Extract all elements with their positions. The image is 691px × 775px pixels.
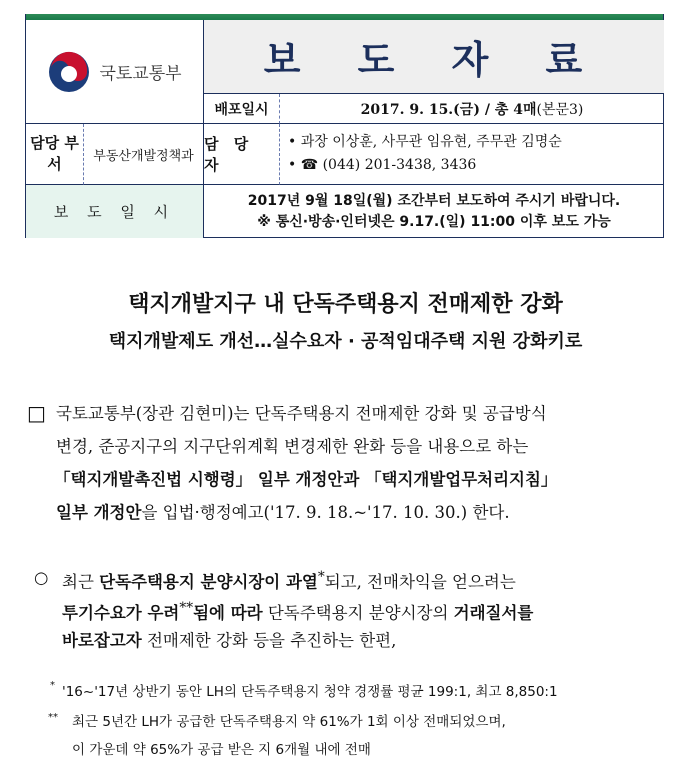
embargo-value <box>204 185 664 238</box>
para2-text: 최근 <box>62 572 100 592</box>
main-title: 택지개발지구 내 단독주택용지 전매제한 강화 <box>128 292 563 317</box>
footnote-mark: ** <box>48 712 58 723</box>
footnote-2-cont: 이 가운데 약 65%가 공급 받은 지 6개월 내에 전매 <box>72 742 371 758</box>
department-label: 담당 부서 <box>26 124 84 185</box>
subtitle: 택지개발제도 개선…실수요자 · 공적임대주택 지원 강화키로 <box>108 331 583 352</box>
page-count-note: (본문3) <box>536 101 584 118</box>
square-bullet-icon: □ <box>27 401 46 425</box>
footnote-mark: * <box>50 680 55 691</box>
para2-text: 전매제한 강화 등을 추진하는 한편, <box>141 631 397 650</box>
distribution-date: 2017. 9. 15.(금) / 총 4매 <box>360 101 537 118</box>
footnote-1: '16~'17년 상반기 동안 LH의 단독주택용지 청약 경쟁률 평균 199:1, 최고 8,850:1 <box>62 684 558 700</box>
distribution-label: 배포일시 <box>204 94 280 124</box>
contact-label: 담 당 자 <box>204 124 280 185</box>
footnote-2: 최근 5년간 LH가 공급한 단독주택용지 약 61%가 1회 이상 전매되었으며, <box>72 714 506 730</box>
embargo-line-2: ※ 통신·방송·인터넷은 9.17.(일) 11:00 이후 보도 가능 <box>257 213 611 230</box>
para2-bold: 됨에 따라 <box>193 603 263 623</box>
para1-text: 을 입법·행정예고('17. 9. 18.~'17. 10. 30.) 한다. <box>141 503 510 522</box>
contact-names: • 과장 이상훈, 사무관 임유현, 주무관 김명순 <box>288 134 562 150</box>
distribution-value <box>280 94 664 124</box>
para1-line: 변경, 준공지구의 지구단위계획 변경제한 완화 등을 내용으로 하는 <box>56 437 529 456</box>
contact-value <box>280 124 664 185</box>
para2-bold: 거래질서를 <box>453 603 534 623</box>
para1-bold: 일부 개정안 <box>56 503 142 522</box>
contact-phone: • ☎ (044) 201-3438, 3436 <box>288 157 477 173</box>
doc-type-title: 보 도 자 료 <box>204 20 664 94</box>
ministry-name: 국토교통부 <box>99 64 182 84</box>
department-value: 부동산개발정책과 <box>84 124 204 185</box>
para2-bold: 바로잡고자 <box>62 631 142 650</box>
embargo-line-1: 2017년 9월 18일(월) 조간부터 보도하여 주시기 바랍니다. <box>247 192 621 209</box>
para2-text: 단독주택용지 분양시장의 <box>262 603 454 623</box>
para2-bold: 단독주택용지 분양시장이 과열 <box>99 572 318 592</box>
para2-text: 되고, 전매차익을 얻으려는 <box>324 572 516 592</box>
circle-bullet-icon: ○ <box>34 568 49 587</box>
para1-line: 「택지개발촉진법 시행령」 일부 개정안과 「택지개발업무처리지침」 <box>54 470 558 489</box>
para1-line: 국토교통부(장관 김현미)는 단독주택용지 전매제한 강화 및 공급방식 <box>56 404 547 423</box>
para2-bold: 투기수요가 우려 <box>62 603 180 623</box>
press-release-header <box>25 14 664 238</box>
footnote-mark: ** <box>179 600 194 616</box>
embargo-label: 보 도 일 시 <box>26 185 204 238</box>
footnote-mark: * <box>317 569 325 585</box>
taegeuk-emblem-icon <box>47 50 91 94</box>
ministry-logo <box>26 20 204 124</box>
